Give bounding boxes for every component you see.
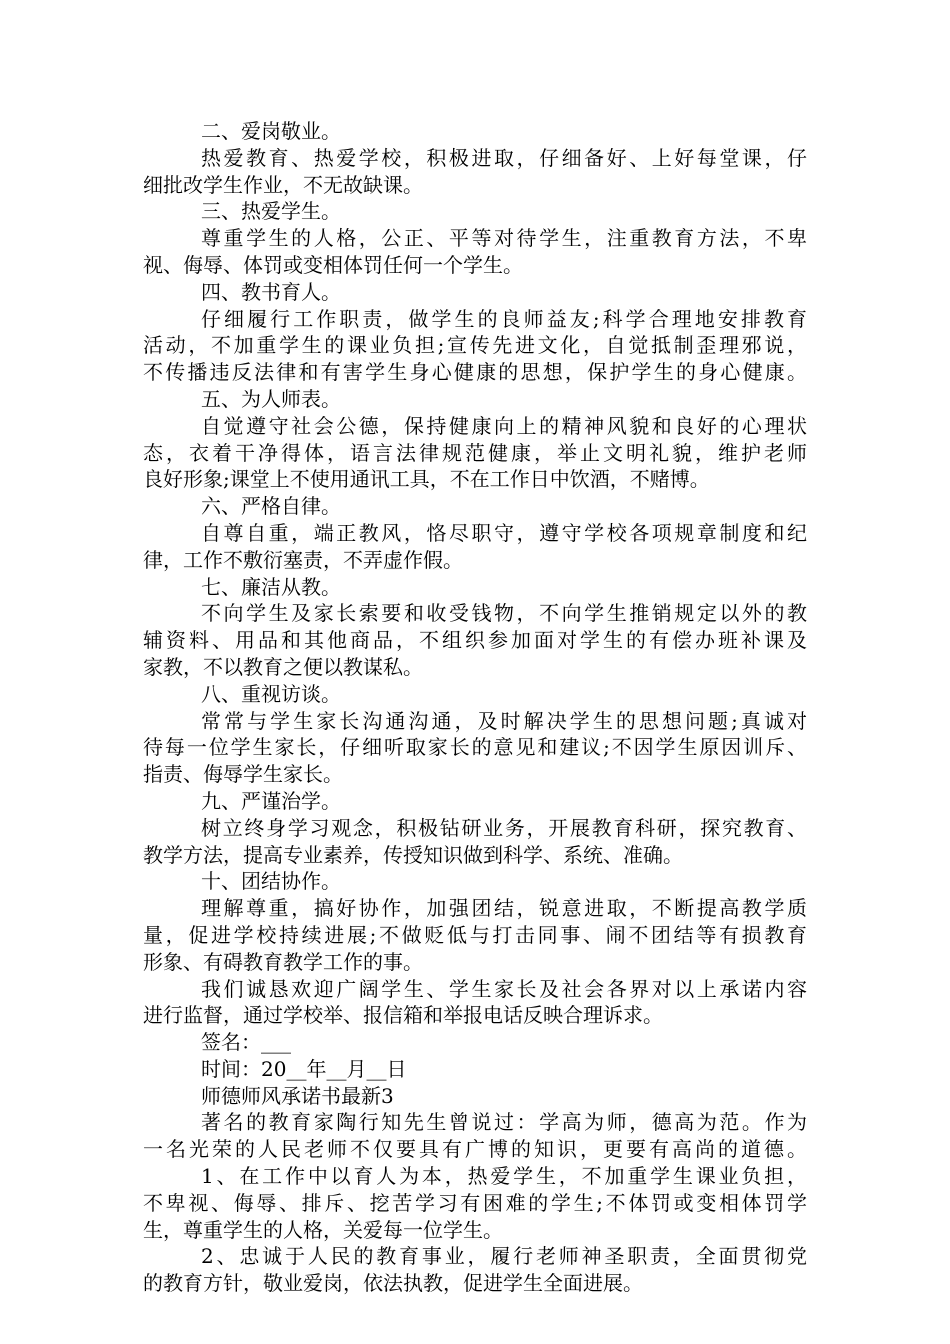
text-line: 尊重学生的人格，公正、平等对待学生，注重教育方法，不卑 bbox=[201, 226, 807, 251]
text-line: 理解尊重，搞好协作，加强团结，锐意进取，不断提高教学质 bbox=[201, 896, 807, 921]
text-line: 仔细履行工作职责，做学生的良师益友;科学合理地安排教育 bbox=[201, 306, 807, 331]
text-line: 九、严谨治学。 bbox=[201, 788, 341, 813]
text-line: 家教，不以教育之便以教谋私。 bbox=[143, 654, 423, 679]
text-line: 六、严格自律。 bbox=[201, 494, 341, 519]
text-line: 的教育方针，敬业爱岗，依法执教，促进学生全面进展。 bbox=[143, 1271, 643, 1296]
text-line: 不向学生及家长索要和收受钱物，不向学生推销规定以外的教 bbox=[201, 601, 807, 626]
text-line: 一名光荣的人民老师不仅要具有广博的知识，更要有高尚的道德。 bbox=[143, 1137, 807, 1162]
text-line: 态，衣着干净得体，语言法律规范健康，举止文明礼貌，维护老师 bbox=[143, 440, 807, 465]
text-line: 活动，不加重学生的课业负担;宣传先进文化，自觉抵制歪理邪说， bbox=[143, 333, 807, 358]
text-line: 待每一位学生家长，仔细听取家长的意见和建议;不因学生原因训斥、 bbox=[143, 735, 807, 760]
text-line: 时间：20__年__月__日 bbox=[201, 1056, 407, 1081]
text-line: 常常与学生家长沟通沟通，及时解决学生的思想问题;真诚对 bbox=[201, 708, 807, 733]
text-line: 2、忠诚于人民的教育事业，履行老师神圣职责，全面贯彻党 bbox=[201, 1244, 807, 1269]
text-line: 七、廉洁从教。 bbox=[201, 574, 341, 599]
text-line: 教学方法，提高专业素养，传授知识做到科学、系统、准确。 bbox=[143, 842, 683, 867]
text-line: 热爱教育、热爱学校，积极进取，仔细备好、上好每堂课，仔 bbox=[201, 145, 807, 170]
text-line: 生，尊重学生的人格，关爱每一位学生。 bbox=[143, 1217, 503, 1242]
text-line: 律，工作不敷衍塞责，不弄虚作假。 bbox=[143, 547, 463, 572]
text-line: 自尊自重，端正教风，恪尽职守，遵守学校各项规章制度和纪 bbox=[201, 520, 807, 545]
text-line: 四、教书育人。 bbox=[201, 279, 341, 304]
text-line: 八、重视访谈。 bbox=[201, 681, 341, 706]
text-line: 指责、侮辱学生家长。 bbox=[143, 762, 343, 787]
text-line: 视、侮辱、体罚或变相体罚任何一个学生。 bbox=[143, 252, 523, 277]
text-line: 形象、有碍教育教学工作的事。 bbox=[143, 949, 423, 974]
text-line: 十、团结协作。 bbox=[201, 869, 341, 894]
text-line: 著名的教育家陶行知先生曾说过：学高为师，德高为范。作为 bbox=[201, 1110, 807, 1135]
text-line: 自觉遵守社会公德，保持健康向上的精神风貌和良好的心理状 bbox=[201, 413, 807, 438]
text-line: 辅资料、用品和其他商品，不组织参加面对学生的有偿办班补课及 bbox=[143, 628, 807, 653]
text-line: 不传播违反法律和有害学生身心健康的思想，保护学生的身心健康。 bbox=[143, 360, 807, 385]
text-line: 不卑视、侮辱、排斥、挖苦学习有困难的学生;不体罚或变相体罚学 bbox=[143, 1190, 807, 1215]
text-line: 师德师风承诺书最新3 bbox=[201, 1083, 394, 1108]
text-line: 1、在工作中以育人为本，热爱学生，不加重学生课业负担， bbox=[201, 1164, 807, 1189]
text-line: 我们诚恳欢迎广阔学生、学生家长及社会各界对以上承诺内容 bbox=[201, 976, 807, 1001]
text-line: 进行监督，通过学校举、报信箱和举报电话反映合理诉求。 bbox=[143, 1003, 663, 1028]
text-line: 签名：___ bbox=[201, 1030, 291, 1055]
text-line: 量，促进学校持续进展;不做贬低与打击同事、闹不团结等有损教育 bbox=[143, 922, 807, 947]
text-line: 五、为人师表。 bbox=[201, 386, 341, 411]
text-line: 三、热爱学生。 bbox=[201, 199, 341, 224]
document-body bbox=[143, 118, 807, 1297]
text-line: 树立终身学习观念，积极钻研业务，开展教育科研，探究教育、 bbox=[201, 815, 807, 840]
text-line: 二、爱岗敬业。 bbox=[201, 119, 341, 143]
text-line: 良好形象;课堂上不使用通讯工具，不在工作日中饮酒，不赌博。 bbox=[143, 467, 710, 492]
text-line: 细批改学生作业，不无故缺课。 bbox=[143, 172, 423, 197]
